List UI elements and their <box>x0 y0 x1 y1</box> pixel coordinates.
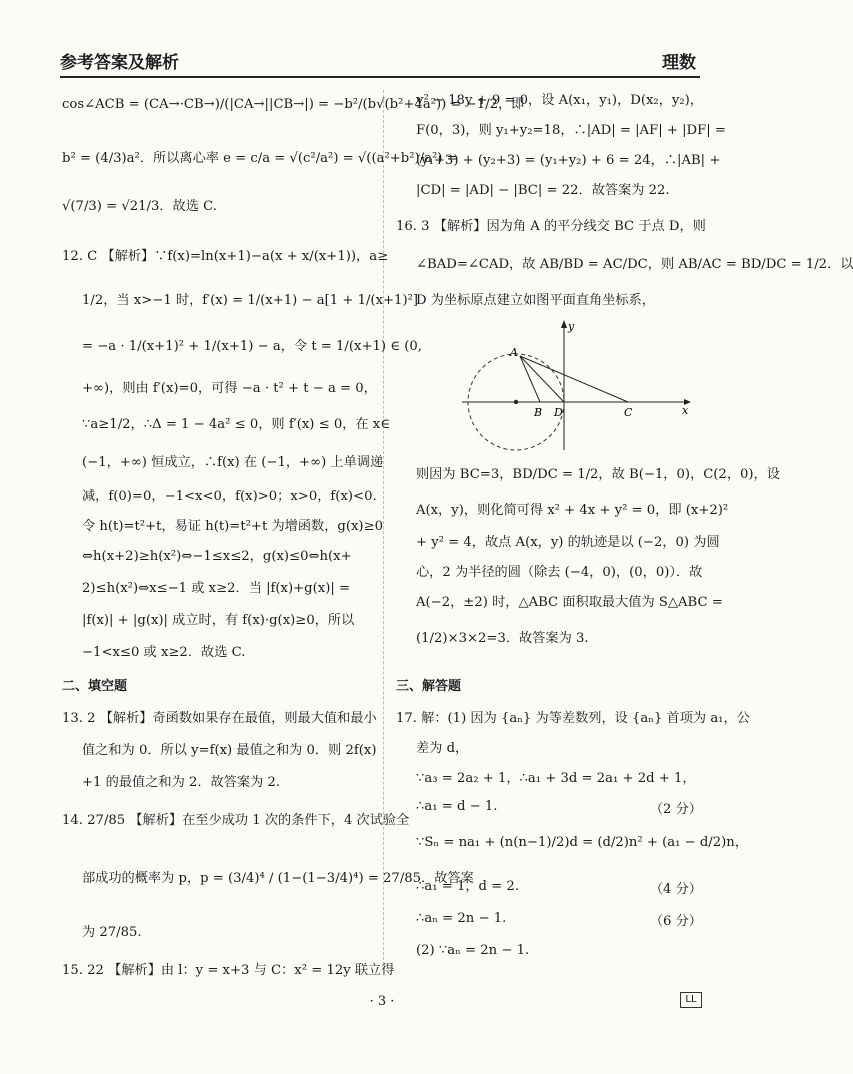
text-line: 则因为 BC=3，BD/DC = 1/2，故 B(−1，0)，C(2，0)，设 <box>416 467 780 482</box>
text-line: 差为 d， <box>416 741 469 756</box>
text-line: 心，2 为半径的圆（除去 (−4，0)，(0，0)）．故 <box>416 565 703 580</box>
header-subject: 理数 <box>662 53 696 73</box>
score-mark: （4 分） <box>649 882 702 897</box>
text-line: 令 h(t)=t²+t，易证 h(t)=t²+t 为增函数，g(x)≥0 <box>82 519 384 534</box>
q15-answer: 15. 22 【解析】由 l：y = x+3 与 C：x² = 12y 联立得 <box>62 963 395 978</box>
text-line: |CD| = |AD| − |BC| = 22．故答案为 22. <box>416 183 670 198</box>
text-line: (y₁+3) + (y₂+3) = (y₁+y₂) + 6 = 24，∴|AB| + <box>416 153 721 168</box>
q17-answer: 17. 解：(1) 因为 {aₙ} 为等差数列，设 {aₙ} 首项为 a₁，公 <box>396 711 750 726</box>
text-line: (−1，+∞) 恒成立，∴f(x) 在 (−1，+∞) 上单调递 <box>82 455 384 470</box>
segment-ac <box>520 356 628 402</box>
text-line: +1 的最值之和为 2．故答案为 2. <box>82 775 281 790</box>
section-fill-in: 二、填空题 <box>62 679 128 694</box>
text-line: 2)≤h(x²)⇔x≤−1 或 x≥2．当 |f(x)+g(x)| = <box>82 581 351 596</box>
label-a: A <box>510 346 518 359</box>
text-line: 部成功的概率为 p，p = (3/4)⁴ / (1−(1−3/4)⁴) = 27/85．故答案 <box>82 871 474 886</box>
page-header <box>60 44 700 78</box>
text-line: ∵a₃ = 2a₂ + 1，∴a₁ + 3d = 2a₁ + 2d + 1， <box>416 771 696 786</box>
circle-center <box>514 400 518 404</box>
text-line: + y² = 4，故点 A(x，y) 的轨迹是以 (−2，0) 为圆 <box>416 535 720 550</box>
text-line: cos∠ACB = (CA→·CB→)/(|CA→||CB→|) = −b²/(b√(b²+4a²)) = −1/2，即 <box>62 97 525 112</box>
text-line: 值之和为 0．所以 y=f(x) 最值之和为 0．则 2f(x) <box>82 743 377 758</box>
y-axis-arrow <box>561 320 567 328</box>
text-line: A(x，y)，则化简可得 x² + 4x + y² = 0，即 (x+2)² <box>416 503 729 518</box>
code-badge: LL <box>680 992 702 1008</box>
geometry-figure <box>462 316 692 456</box>
score-mark: （2 分） <box>649 802 702 817</box>
page-number: · 3 · <box>369 994 395 1009</box>
text-line: b² = (4/3)a²．所以离心率 e = c/a = √(c²/a²) = √((a²+b²)/a²) = <box>62 151 458 166</box>
text-line: ∵Sₙ = na₁ + (n(n−1)/2)d = (d/2)n² + (a₁ − d/2)n， <box>416 835 748 850</box>
text-line: 为 27/85. <box>82 925 142 940</box>
text-line: −1<x≤0 或 x≥2．故选 C. <box>82 645 246 660</box>
text-line: 1/2，当 x>−1 时，f′(x) = 1/(x+1) − a[1 + 1/(x+1)²] <box>82 293 419 308</box>
text-line: ∵a≥1/2，∴Δ = 1 − 4a² ≤ 0，则 f′(x) ≤ 0，在 x∈ <box>82 417 391 432</box>
label-d: D <box>554 406 563 419</box>
q16-answer: 16. 3 【解析】因为角 A 的平分线交 BC 于点 D，则 <box>396 219 706 234</box>
text-line: = −a · 1/(x+1)² + 1/(x+1) − a，令 t = 1/(x+1) ∈ (0, <box>82 339 422 354</box>
section-solutions: 三、解答题 <box>396 679 462 694</box>
text-line: (1/2)×3×2=3．故答案为 3. <box>416 631 589 646</box>
text-line: +∞)，则由 f′(x)=0，可得 −a · t² + t − a = 0， <box>82 381 377 396</box>
label-x: x <box>682 404 689 417</box>
label-b: B <box>534 406 543 419</box>
text-line: (2) ∵aₙ = 2n − 1. <box>416 943 530 958</box>
text-line: y² − 18y + 9 = 0，设 A(x₁，y₁)，D(x₂，y₂)， <box>416 93 703 108</box>
text-line: ∴a₁ = 1，d = 2. <box>416 879 520 894</box>
header-title: 参考答案及解析 <box>60 53 179 73</box>
text-line: √(7/3) = √21/3．故选 C. <box>62 199 217 214</box>
text-line: |f(x)| + |g(x)| 成立时，有 f(x)·g(x)≥0，所以 <box>82 613 355 628</box>
column-divider <box>383 90 384 970</box>
q14-answer: 14. 27/85 【解析】在至少成功 1 次的条件下，4 次试验全 <box>62 813 410 828</box>
q13-answer: 13. 2 【解析】奇函数如果存在最值，则最大值和最小 <box>62 711 377 726</box>
text-line: D 为坐标原点建立如图平面直角坐标系， <box>416 293 655 308</box>
label-c: C <box>624 406 633 419</box>
text-line: ∠BAD=∠CAD，故 AB/BD = AC/DC，则 AB/AC = BD/DC = 1/2．以 <box>416 257 853 272</box>
segment-ad <box>520 356 564 402</box>
score-mark: （6 分） <box>649 914 702 929</box>
text-line: ∴aₙ = 2n − 1. <box>416 911 507 926</box>
text-line: F(0，3)，则 y₁+y₂=18，∴|AD| = |AF| + |DF| = <box>416 123 726 138</box>
q12-answer: 12. C 【解析】∵f(x)=ln(x+1)−a(x + x/(x+1))，a≥ <box>62 249 389 264</box>
text-line: ∴a₁ = d − 1. <box>416 799 498 814</box>
text-line: A(−2，±2) 时，△ABC 面积取最大值为 S△ABC = <box>416 595 723 610</box>
text-line: ⇔h(x+2)≥h(x²)⇔−1≤x≤2，g(x)≤0⇔h(x+ <box>82 549 352 564</box>
label-y: y <box>568 320 575 333</box>
text-line: 减，f(0)=0，−1<x<0，f(x)>0；x>0，f(x)<0. <box>82 489 377 504</box>
